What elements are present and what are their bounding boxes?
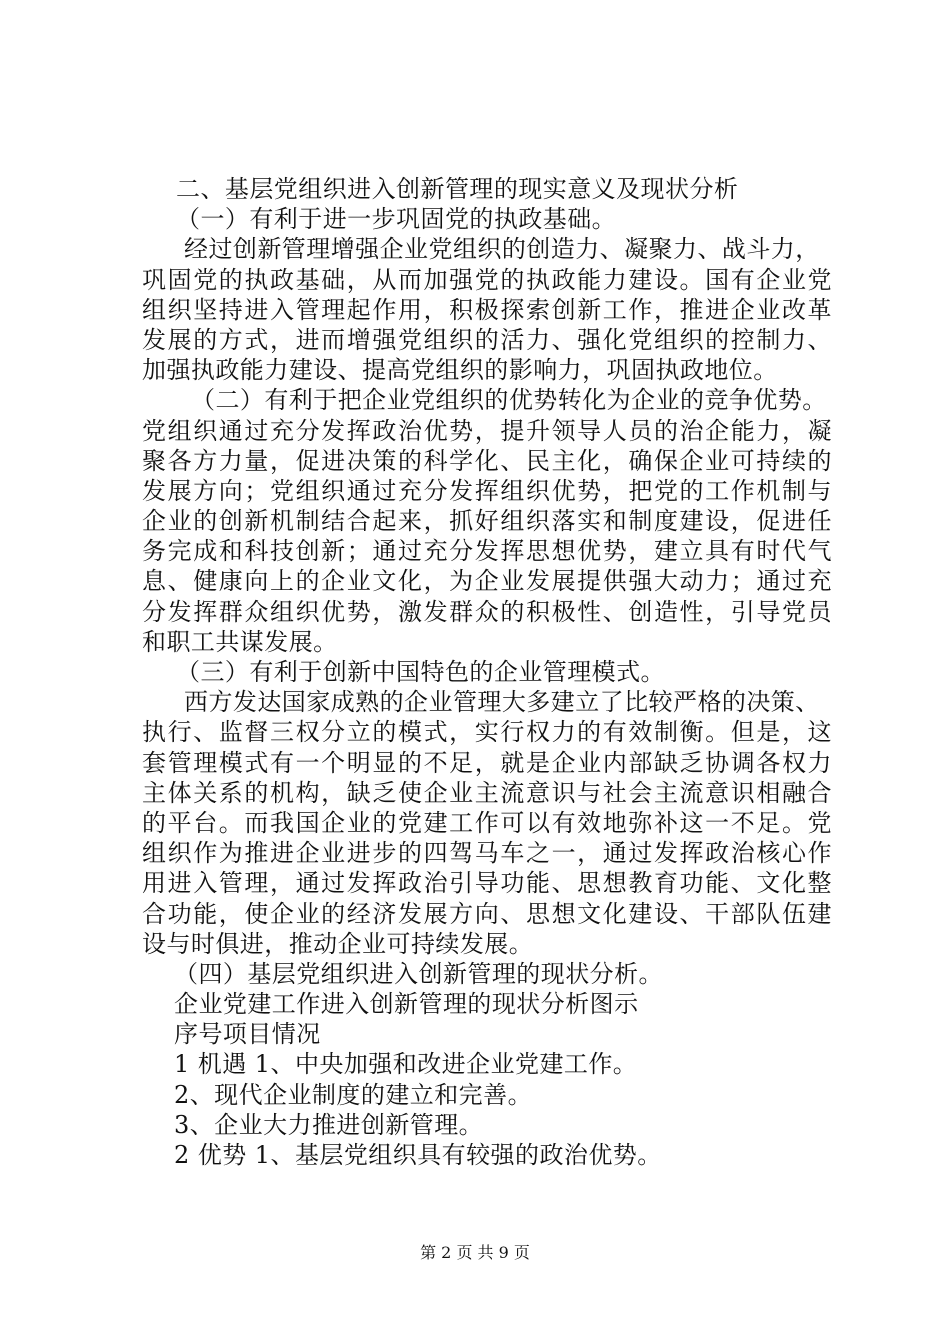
paragraph-line: 设与时俱进，推动企业可持续发展。 — [142, 929, 534, 958]
page-number-footer: 第 2 页 共 9 页 — [420, 1243, 530, 1262]
document-body — [142, 174, 832, 1170]
paragraph-line: 和职工共谋发展。 — [142, 627, 338, 656]
paragraph-line: 企业的创新机制结合起来，抓好组织落实和制度建设，促进任 — [142, 507, 832, 536]
table-row-line: 3、企业大力推进创新管理。 — [174, 1110, 484, 1139]
table-row-line: 1 机遇 1、中央加强和改进企业党建工作。 — [174, 1050, 638, 1079]
subsection-heading: （一）有利于进一步巩固党的执政基础。 — [176, 205, 617, 234]
paragraph-line: 主体关系的机构，缺乏使企业主流意识与社会主流意识相融合 — [142, 778, 832, 807]
paragraph-line: 合功能，使企业的经济发展方向、思想文化建设、干部队伍建 — [142, 899, 832, 928]
paragraph-line: 巩固党的执政基础，从而加强党的执政能力建设。国有企业党 — [142, 265, 832, 294]
paragraph-line: 党组织通过充分发挥政治优势，提升领导人员的治企能力，凝 — [142, 416, 832, 445]
paragraph-line: 组织作为推进企业进步的四驾马车之一，通过发挥政治核心作 — [142, 839, 832, 868]
paragraph-line: 发展方向；党组织通过充分发挥组织优势，把党的工作机制与 — [142, 476, 832, 505]
subsection-heading: （四）基层党组织进入创新管理的现状分析。 — [174, 959, 663, 988]
subsection-heading: （二）有利于把企业党组织的优势转化为企业的竞争优势。 — [191, 386, 827, 415]
table-row-line: 2、现代企业制度的建立和完善。 — [174, 1080, 533, 1109]
paragraph-line: 西方发达国家成熟的企业管理大多建立了比较严格的决策、 — [184, 688, 820, 717]
paragraph-line: 经过创新管理增强企业党组织的创造力、凝聚力、战斗力， — [184, 235, 820, 264]
paragraph-line: 务完成和科技创新；通过充分发挥思想优势，建立具有时代气 — [142, 537, 832, 566]
subsection-heading: （三）有利于创新中国特色的企业管理模式。 — [176, 658, 665, 686]
section-heading: 二、基层党组织进入创新管理的现实意义及现状分析 — [176, 175, 739, 203]
table-row-line: 2 优势 1、基层党组织具有较强的政治优势。 — [174, 1141, 662, 1169]
figure-caption: 企业党建工作进入创新管理的现状分析图示 — [174, 990, 639, 1019]
paragraph-line: 套管理模式有一个明显的不足，就是企业内部缺乏协调各权力 — [142, 748, 832, 777]
paragraph-line: 用进入管理，通过发挥政治引导功能、思想教育功能、文化整 — [142, 869, 832, 898]
paragraph-line: 分发挥群众组织优势，激发群众的积极性、创造性，引导党员 — [142, 597, 832, 626]
paragraph-line: 息、健康向上的企业文化，为企业发展提供强大动力；通过充 — [142, 567, 832, 596]
paragraph-line: 组织坚持进入管理起作用，积极探索创新工作，推进企业改革 — [142, 295, 832, 324]
table-header-line: 序号项目情况 — [174, 1020, 321, 1049]
paragraph-line: 发展的方式，进而增强党组织的活力、强化党组织的控制力、 — [142, 325, 832, 354]
paragraph-line: 加强执政能力建设、提高党组织的影响力，巩固执政地位。 — [142, 356, 778, 385]
paragraph-line: 的平台。而我国企业的党建工作可以有效地弥补这一不足。党 — [142, 808, 832, 837]
paragraph-line: 聚各方力量，促进决策的科学化、民主化，确保企业可持续的 — [142, 446, 832, 475]
paragraph-line: 执行、监督三权分立的模式，实行权力的有效制衡。但是，这 — [142, 718, 832, 747]
